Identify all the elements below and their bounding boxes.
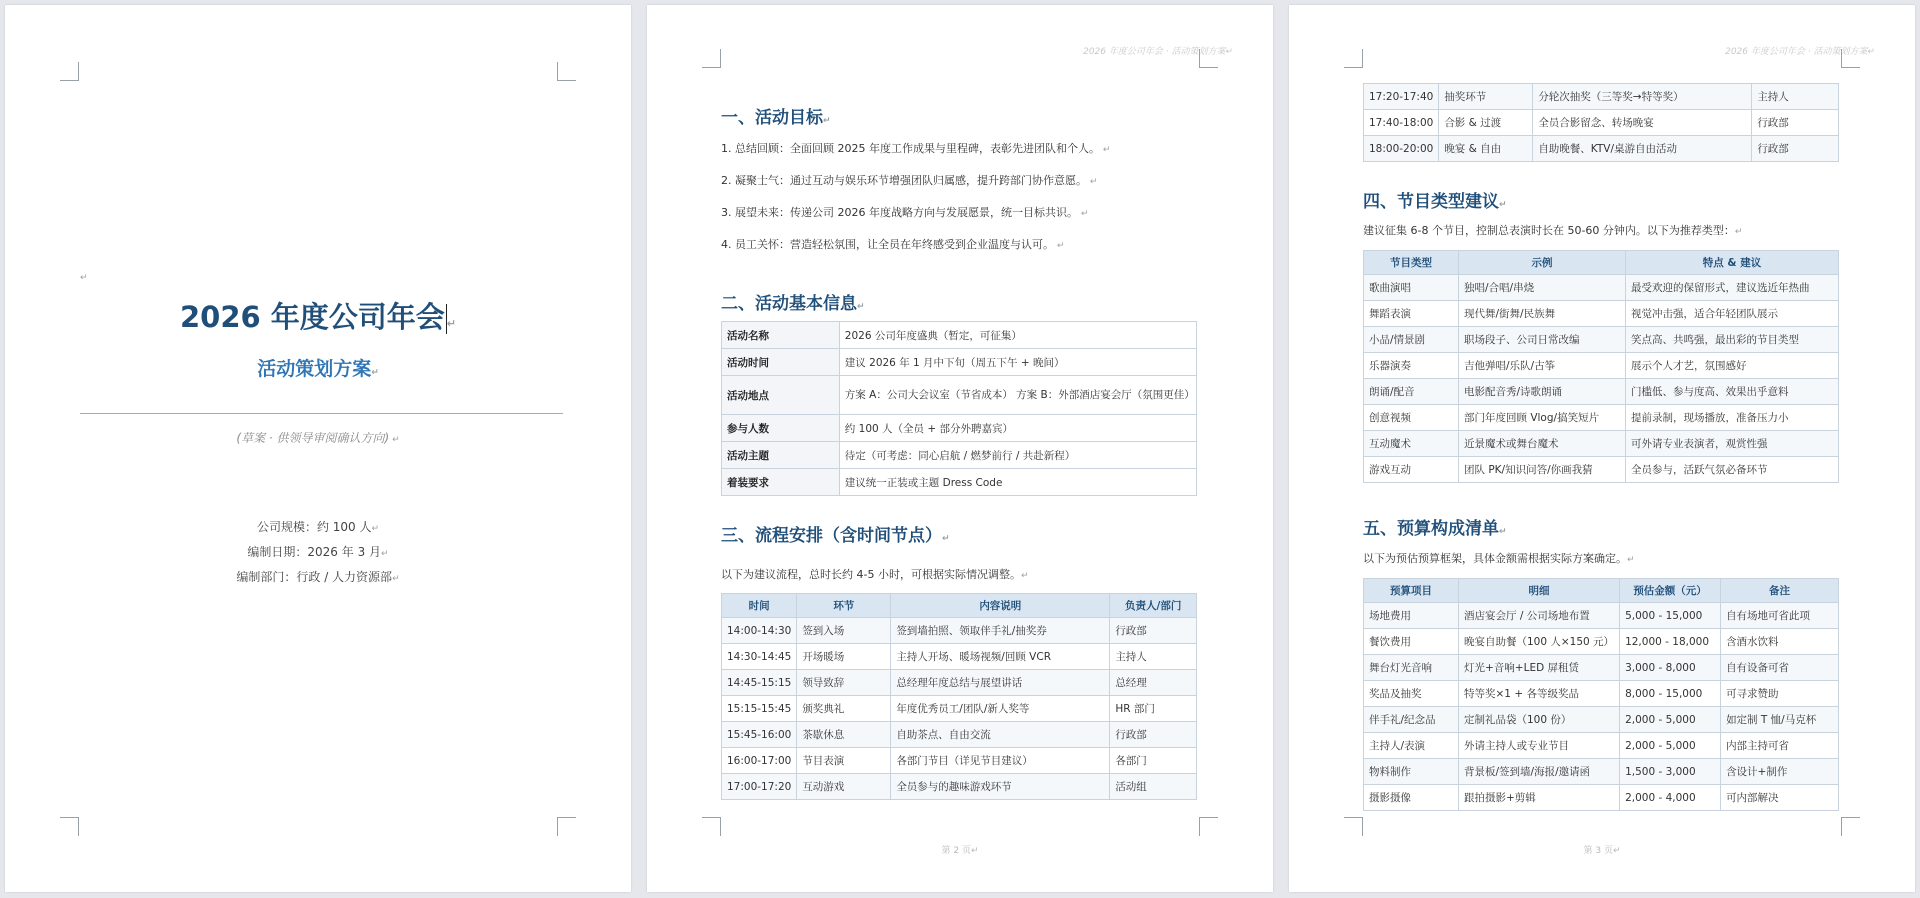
table-row	[722, 376, 1197, 415]
crop-mark	[60, 62, 79, 81]
budget-table	[1363, 578, 1839, 811]
table-cell[interactable]: 行政部	[1110, 618, 1197, 644]
table-cell[interactable]: 内部主持可省	[1721, 733, 1839, 759]
table-cell[interactable]: 现代舞/街舞/民族舞	[1459, 301, 1626, 327]
table-header-row	[722, 594, 1197, 618]
table-cell[interactable]: 1,500 - 3,000	[1620, 759, 1721, 785]
table-cell[interactable]: 奖品及抽奖	[1364, 681, 1459, 707]
table-cell[interactable]: 全员参与，活跃气氛必备环节	[1626, 457, 1839, 483]
cover-title[interactable]: 2026 年度公司年会 ↵	[179, 300, 457, 334]
crop-mark	[1841, 49, 1860, 68]
table-row	[1364, 136, 1839, 162]
table-cell[interactable]: 游戏互动	[1364, 457, 1459, 483]
table-cell[interactable]: 背景板/签到墙/海报/邀请函	[1459, 759, 1620, 785]
table-cell[interactable]: 定制礼品袋（100 份）	[1459, 707, 1620, 733]
table-row	[722, 644, 1197, 670]
table-cell[interactable]: 创意视频	[1364, 405, 1459, 431]
table-cell[interactable]: 展示个人才艺，氛围感好	[1626, 353, 1839, 379]
table-cell[interactable]: 全员参与的趣味游戏环节	[891, 774, 1110, 800]
table-cell[interactable]: 着装要求	[722, 469, 840, 496]
table-cell[interactable]: 17:20-17:40	[1364, 84, 1439, 110]
table-cell[interactable]: 互动游戏	[797, 774, 891, 800]
table-cell[interactable]: 晚宴自助餐（100 人×150 元）	[1459, 629, 1620, 655]
table-row	[722, 415, 1197, 442]
section-heading-goals[interactable]: 一、活动目标↵	[721, 108, 831, 128]
table-row	[1364, 327, 1839, 353]
table-row	[1364, 707, 1839, 733]
table-row	[1364, 759, 1839, 785]
column-header[interactable]: 节目类型	[1364, 251, 1459, 275]
cover-divider	[80, 413, 563, 414]
table-cell[interactable]: 主持人开场、暖场视频/回顾 VCR	[891, 644, 1110, 670]
column-header[interactable]: 环节	[797, 594, 891, 618]
table-row	[1364, 457, 1839, 483]
table-row	[1364, 301, 1839, 327]
page-footer: 第 3 页↵	[1583, 846, 1621, 856]
table-cell[interactable]: 分轮次抽奖（三等奖→特等奖）	[1533, 84, 1752, 110]
page-footer: 第 2 页↵	[941, 846, 979, 856]
column-header[interactable]: 内容说明	[891, 594, 1110, 618]
table-cell[interactable]: 方案 A：公司大会议室（节省成本） 方案 B：外部酒店宴会厅（氛围更佳）	[839, 376, 1196, 415]
cover-note[interactable]: (草案 · 供领导审阅确认方向) ↵	[236, 431, 400, 445]
table-row	[722, 618, 1197, 644]
table-cell[interactable]: 物料制作	[1364, 759, 1459, 785]
table-cell[interactable]: 近景魔术或舞台魔术	[1459, 431, 1626, 457]
table-row	[1364, 655, 1839, 681]
table-cell[interactable]: 小品/情景剧	[1364, 327, 1459, 353]
table-row	[1364, 785, 1839, 811]
table-row	[722, 469, 1197, 496]
table-cell[interactable]: 全员合影留念、转场晚宴	[1533, 110, 1752, 136]
column-header[interactable]: 备注	[1721, 579, 1839, 603]
table-row	[722, 349, 1197, 376]
table-row	[722, 774, 1197, 800]
crop-mark	[60, 817, 79, 836]
table-cell[interactable]: 互动魔术	[1364, 431, 1459, 457]
table-cell[interactable]: 独唱/合唱/串烧	[1459, 275, 1626, 301]
basic-info-table	[721, 321, 1197, 496]
table-row	[1364, 405, 1839, 431]
section-heading-budget[interactable]: 五、预算构成清单↵	[1363, 519, 1507, 539]
goal-item[interactable]: 1. 总结回顾：全面回顾 2025 年度工作成果与里程碑，表彰先进团队和个人。 ↵	[721, 142, 1111, 155]
table-row	[1364, 379, 1839, 405]
table-cell[interactable]: 职场段子、公司日常改编	[1459, 327, 1626, 353]
table-row	[1364, 84, 1839, 110]
table-cell[interactable]: 朗诵/配音	[1364, 379, 1459, 405]
goal-item[interactable]: 3. 展望未来：传递公司 2026 年度战略方向与发展愿景，统一目标共识。 ↵	[721, 206, 1089, 219]
table-cell[interactable]: 总经理年度总结与展望讲话	[891, 670, 1110, 696]
document-page-3	[1289, 5, 1915, 892]
table-cell[interactable]: 部门年度回顾 Vlog/搞笑短片	[1459, 405, 1626, 431]
table-cell[interactable]: 行政部	[1110, 722, 1197, 748]
table-row	[722, 696, 1197, 722]
table-row	[722, 670, 1197, 696]
column-header[interactable]: 预算项目	[1364, 579, 1459, 603]
crop-mark	[1841, 817, 1860, 836]
table-cell[interactable]: 可内部解决	[1721, 785, 1839, 811]
paragraph-mark-icon: ↵	[80, 273, 88, 283]
table-cell[interactable]: 主持人/表演	[1364, 733, 1459, 759]
table-cell[interactable]: 特等奖×1 + 各等级奖品	[1459, 681, 1620, 707]
crop-mark	[1344, 817, 1363, 836]
table-header-row	[1364, 251, 1839, 275]
table-row	[722, 322, 1197, 349]
crop-mark	[1199, 817, 1218, 836]
table-cell[interactable]: 可寻求赞助	[1721, 681, 1839, 707]
table-cell[interactable]: 如定制 T 恤/马克杯	[1721, 707, 1839, 733]
table-cell[interactable]: 可外请专业表演者，观赏性强	[1626, 431, 1839, 457]
table-cell[interactable]: HR 部门	[1110, 696, 1197, 722]
table-cell[interactable]: 舞蹈表演	[1364, 301, 1459, 327]
table-row	[722, 748, 1197, 774]
column-header[interactable]: 时间	[722, 594, 797, 618]
table-cell[interactable]: 抽奖环节	[1439, 84, 1533, 110]
table-row	[722, 442, 1197, 469]
table-cell[interactable]: 12,000 - 18,000	[1620, 629, 1721, 655]
table-header-row	[1364, 579, 1839, 603]
document-page-1	[5, 5, 631, 892]
schedule-table	[721, 593, 1197, 800]
table-cell[interactable]: 歌曲演唱	[1364, 275, 1459, 301]
table-cell[interactable]: 茶歇休息	[797, 722, 891, 748]
table-cell[interactable]: 颁奖典礼	[797, 696, 891, 722]
table-cell[interactable]: 15:45-16:00	[722, 722, 797, 748]
table-cell[interactable]: 14:00-14:30	[722, 618, 797, 644]
table-row	[1364, 431, 1839, 457]
table-row	[1364, 681, 1839, 707]
table-cell[interactable]: 灯光+音响+LED 屏租赁	[1459, 655, 1620, 681]
table-cell[interactable]: 乐器演奏	[1364, 353, 1459, 379]
column-header[interactable]: 示例	[1459, 251, 1626, 275]
table-cell[interactable]: 含酒水饮料	[1721, 629, 1839, 655]
table-cell[interactable]: 自助茶点、自由交流	[891, 722, 1110, 748]
crop-mark	[557, 817, 576, 836]
crop-mark	[702, 49, 721, 68]
table-cell[interactable]: 自助晚餐、KTV/桌游自由活动	[1533, 136, 1752, 162]
table-cell[interactable]: 建议 2026 年 1 月中下旬（周五下午 + 晚间）	[839, 349, 1196, 376]
table-cell[interactable]: 5,000 - 15,000	[1620, 603, 1721, 629]
table-cell[interactable]: 摄影摄像	[1364, 785, 1459, 811]
table-row	[1364, 275, 1839, 301]
table-cell[interactable]: 14:30-14:45	[722, 644, 797, 670]
column-header[interactable]: 负责人/部门	[1110, 594, 1197, 618]
column-header[interactable]: 特点 & 建议	[1626, 251, 1839, 275]
table-cell[interactable]: 16:00-17:00	[722, 748, 797, 774]
table-cell[interactable]: 最受欢迎的保留形式，建议选近年热曲	[1626, 275, 1839, 301]
table-cell[interactable]: 建议统一正装或主题 Dress Code	[839, 469, 1196, 496]
goal-item[interactable]: 2. 凝聚士气：通过互动与娱乐环节增强团队归属感，提升跨部门协作意愿。 ↵	[721, 174, 1098, 187]
table-cell[interactable]: 参与人数	[722, 415, 840, 442]
table-cell[interactable]: 吉他弹唱/乐队/古筝	[1459, 353, 1626, 379]
table-cell[interactable]: 视觉冲击强，适合年轻团队展示	[1626, 301, 1839, 327]
budget-intro[interactable]: 以下为预估预算框架，具体金额需根据实际方案确定。↵	[1363, 552, 1635, 565]
table-cell[interactable]: 14:45-15:15	[722, 670, 797, 696]
crop-mark	[1199, 49, 1218, 68]
section-heading-program-types[interactable]: 四、节目类型建议↵	[1363, 192, 1507, 212]
table-cell[interactable]: 签到墙拍照、领取伴手礼/抽奖券	[891, 618, 1110, 644]
table-cell[interactable]: 笑点高、共鸣强，最出彩的节目类型	[1626, 327, 1839, 353]
section-heading-schedule[interactable]: 三、流程安排（含时间节点）↵	[721, 526, 950, 546]
program-intro[interactable]: 建议征集 6-8 个节目，控制总表演时长在 50-60 分钟内。以下为推荐类型：↵	[1363, 224, 1743, 237]
schedule-table-continued	[1363, 83, 1839, 162]
cover-subtitle[interactable]: 活动策划方案↵	[257, 358, 379, 380]
table-cell[interactable]: 约 100 人（全员 + 部分外聘嘉宾）	[839, 415, 1196, 442]
table-cell[interactable]: 行政部	[1752, 110, 1839, 136]
table-cell[interactable]: 舞台灯光音响	[1364, 655, 1459, 681]
page-header: 2026 年度公司年会 · 活动策划方案↵	[1083, 47, 1233, 57]
goal-item[interactable]: 4. 员工关怀：营造轻松氛围，让全员在年终感受到企业温度与认可。 ↵	[721, 238, 1065, 251]
page-header: 2026 年度公司年会 · 活动策划方案↵	[1725, 47, 1875, 57]
table-cell[interactable]: 门槛低、参与度高、效果出乎意料	[1626, 379, 1839, 405]
table-cell[interactable]: 行政部	[1752, 136, 1839, 162]
table-cell[interactable]: 活动主题	[722, 442, 840, 469]
table-cell[interactable]: 签到入场	[797, 618, 891, 644]
table-row	[1364, 629, 1839, 655]
table-cell[interactable]: 场地费用	[1364, 603, 1459, 629]
table-cell[interactable]: 年度优秀员工/团队/新人奖等	[891, 696, 1110, 722]
table-row	[1364, 733, 1839, 759]
table-row	[1364, 353, 1839, 379]
table-cell[interactable]: 跟拍摄影+剪辑	[1459, 785, 1620, 811]
table-cell[interactable]: 自有设备可省	[1721, 655, 1839, 681]
program-types-table	[1363, 250, 1839, 483]
table-row	[722, 722, 1197, 748]
table-cell[interactable]: 17:00-17:20	[722, 774, 797, 800]
section-heading-basic-info[interactable]: 二、活动基本信息↵	[721, 294, 865, 314]
table-cell[interactable]: 外请主持人或专业节目	[1459, 733, 1620, 759]
column-header[interactable]: 预估金额（元）	[1620, 579, 1721, 603]
table-cell[interactable]: 节目表演	[797, 748, 891, 774]
table-cell[interactable]: 团队 PK/知识问答/你画我猜	[1459, 457, 1626, 483]
table-cell[interactable]: 主持人	[1752, 84, 1839, 110]
column-header[interactable]: 明细	[1459, 579, 1620, 603]
table-cell[interactable]: 17:40-18:00	[1364, 110, 1439, 136]
crop-mark	[702, 817, 721, 836]
table-cell[interactable]: 8,000 - 15,000	[1620, 681, 1721, 707]
table-cell[interactable]: 合影 & 过渡	[1439, 110, 1533, 136]
cover-meta-date[interactable]: 编制日期：2026 年 3 月↵	[247, 545, 389, 559]
table-row	[1364, 110, 1839, 136]
table-cell[interactable]: 活动组	[1110, 774, 1197, 800]
crop-mark	[1344, 49, 1363, 68]
table-cell[interactable]: 2,000 - 4,000	[1620, 785, 1721, 811]
table-cell[interactable]: 2,000 - 5,000	[1620, 733, 1721, 759]
table-cell[interactable]: 各部门	[1110, 748, 1197, 774]
table-cell[interactable]: 3,000 - 8,000	[1620, 655, 1721, 681]
schedule-intro[interactable]: 以下为建议流程，总时长约 4-5 小时，可根据实际情况调整。↵	[721, 568, 1029, 581]
table-cell[interactable]: 提前录制，现场播放，准备压力小	[1626, 405, 1839, 431]
table-cell[interactable]: 电影配音秀/诗歌朗诵	[1459, 379, 1626, 405]
table-row	[1364, 603, 1839, 629]
document-page-2	[647, 5, 1273, 892]
table-cell[interactable]: 开场暖场	[797, 644, 891, 670]
table-cell[interactable]: 15:15-15:45	[722, 696, 797, 722]
table-cell[interactable]: 2,000 - 5,000	[1620, 707, 1721, 733]
crop-mark	[557, 62, 576, 81]
table-cell[interactable]: 18:00-20:00	[1364, 136, 1439, 162]
table-cell[interactable]: 总经理	[1110, 670, 1197, 696]
table-cell[interactable]: 晚宴 & 自由	[1439, 136, 1533, 162]
cover-meta-scale[interactable]: 公司规模：约 100 人↵	[256, 520, 380, 534]
table-cell[interactable]: 含设计+制作	[1721, 759, 1839, 785]
table-cell[interactable]: 待定（可考虑：同心启航 / 燃梦前行 / 共赴新程）	[839, 442, 1196, 469]
table-cell[interactable]: 2026 公司年度盛典（暂定，可征集）	[839, 322, 1196, 349]
table-cell[interactable]: 伴手礼/纪念品	[1364, 707, 1459, 733]
cover-meta-dept[interactable]: 编制部门：行政 / 人力资源部↵	[236, 570, 400, 584]
table-cell[interactable]: 各部门节目（详见节目建议）	[891, 748, 1110, 774]
table-cell[interactable]: 餐饮费用	[1364, 629, 1459, 655]
table-cell[interactable]: 自有场地可省此项	[1721, 603, 1839, 629]
table-cell[interactable]: 活动地点	[722, 376, 840, 415]
table-cell[interactable]: 活动时间	[722, 349, 840, 376]
table-cell[interactable]: 酒店宴会厅 / 公司场地布置	[1459, 603, 1620, 629]
table-cell[interactable]: 活动名称	[722, 322, 840, 349]
table-cell[interactable]: 领导致辞	[797, 670, 891, 696]
table-cell[interactable]: 主持人	[1110, 644, 1197, 670]
